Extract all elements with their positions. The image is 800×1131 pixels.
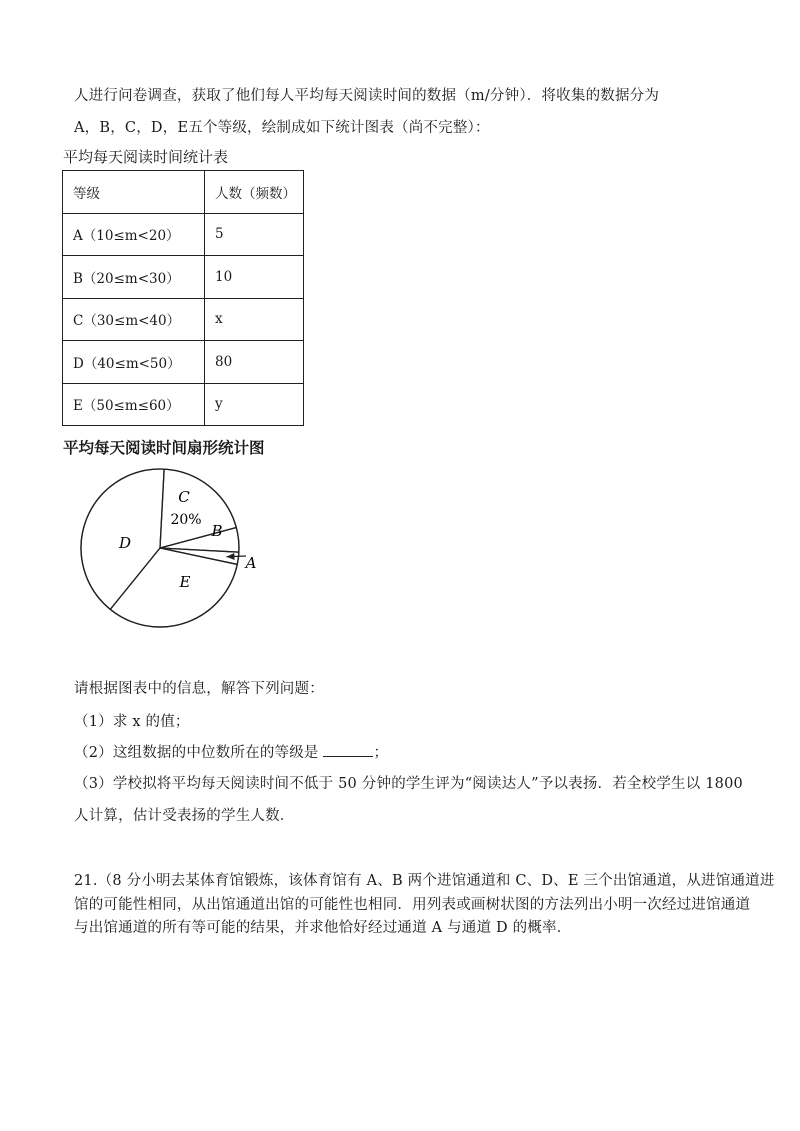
header-grade: 等级 (63, 171, 205, 214)
question-2-suffix: ； (373, 745, 389, 761)
chart-title: 平均每天阅读时间扇形统计图 (63, 439, 265, 457)
pie-label-e: E (179, 573, 191, 591)
pie-slice-e (110, 548, 237, 627)
problem-21-line-1: 21.（8 分小明去某体育馆锻炼，该体育馆有 A、B 两个进馆通道和 C、D、E 三个出馆通道，从进馆通道进 (74, 873, 775, 889)
question-1: （1）求 x 的值； (74, 714, 190, 730)
questions-prompt: 请根据图表中的信息，解答下列问题： (74, 681, 324, 697)
count-cell: 80 (205, 341, 304, 384)
header-count: 人数（频数） (205, 171, 304, 214)
count-cell: 10 (205, 256, 304, 299)
pie-slice-a (160, 548, 239, 564)
problem-21-line-2: 馆的可能性相同，从出馆通道出馆的可能性也相同．用列表或画树状图的方法列出小明一次经过进馆通道 (74, 897, 751, 913)
pie-label-d: D (118, 534, 132, 552)
table-row (63, 383, 304, 426)
pie-pointer-line (226, 556, 246, 557)
pie-slice-c (160, 469, 236, 548)
pie-label-c: C (178, 488, 190, 506)
question-2-prefix: （2）这组数据的中位数所在的等级是 (74, 745, 319, 761)
question-3-line-1: （3）学校拟将平均每天阅读时间不低于 50 分钟的学生评为“阅读达人”予以表扬．若全校学生以 1800 (74, 776, 743, 792)
intro-line-1: 人进行问卷调查，获取了他们每人平均每天阅读时间的数据（m/分钟）．将收集的数据分为 (74, 88, 660, 104)
grade-cell: A（10≤m<20） (63, 213, 205, 256)
grade-cell: E（50≤m≤60） (63, 383, 205, 426)
question-2 (74, 741, 388, 762)
count-cell: 5 (205, 213, 304, 256)
pie-slice-b (160, 528, 239, 553)
problem-21-line-3: 与出馆通道的所有等可能的结果，并求他恰好经过通道 A 与通道 D 的概率． (74, 920, 572, 936)
intro-line-2: A，B，C，D，E五个等级，绘制成如下统计图表（尚不完整）： (74, 120, 490, 136)
pie-annotation-c-percent: 20% (170, 512, 202, 528)
table-caption: 平均每天阅读时间统计表 (63, 148, 229, 166)
pie-outline (81, 469, 239, 627)
grade-cell: D（40≤m<50） (63, 341, 205, 384)
grade-cell: B（20≤m<30） (63, 256, 205, 299)
table-row (63, 256, 304, 299)
count-cell: x (205, 298, 304, 341)
pie-label-a: A (245, 554, 257, 572)
reading-time-table (62, 170, 304, 426)
pie-slice-d (81, 469, 164, 609)
table-row (63, 341, 304, 384)
pie-label-b: B (211, 522, 223, 540)
count-cell: y (205, 383, 304, 426)
table-header-row (63, 171, 304, 214)
question-3-line-2: 人计算，估计受表扬的学生人数． (74, 808, 295, 824)
table-row (63, 213, 304, 256)
answer-blank (323, 744, 373, 757)
table-row (63, 298, 304, 341)
grade-cell: C（30≤m<40） (63, 298, 205, 341)
pie-pointer-arrowhead (226, 553, 234, 560)
